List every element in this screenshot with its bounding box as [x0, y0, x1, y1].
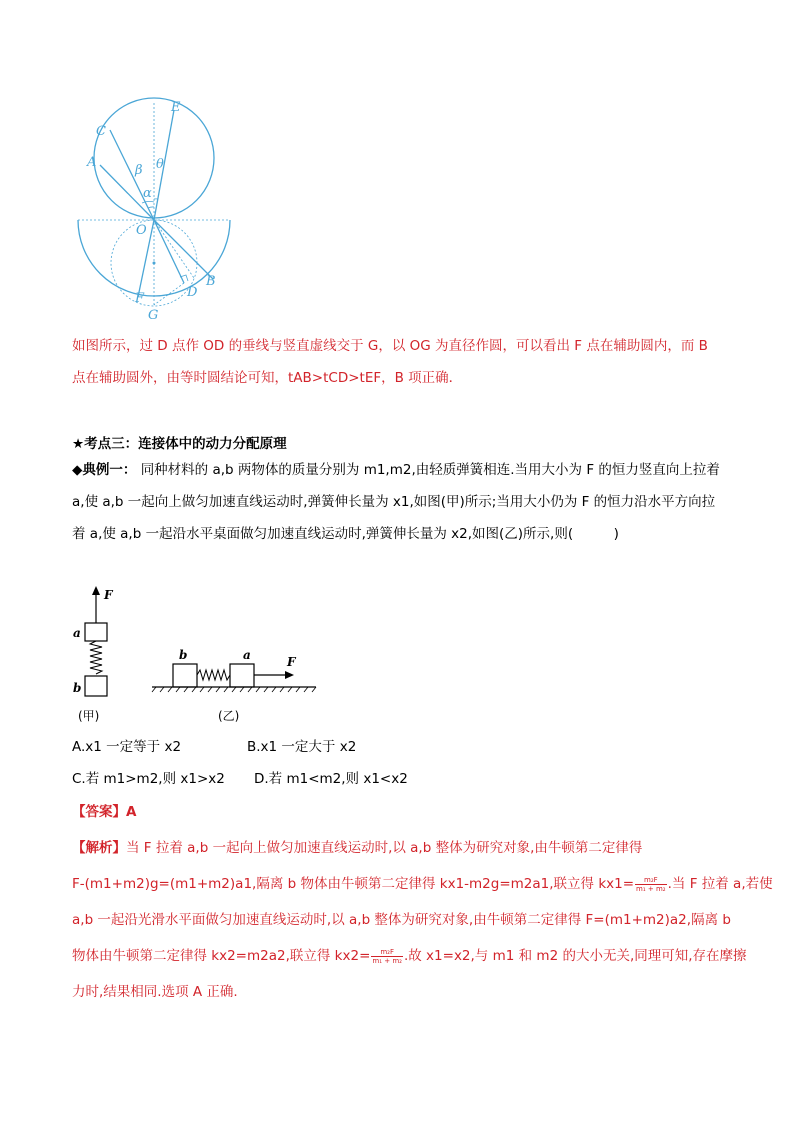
yi-block-a	[230, 664, 254, 687]
fraction-kx1	[635, 876, 667, 893]
spring-diagram	[70, 583, 330, 728]
jia-spring	[90, 641, 102, 674]
example-line-3: 着 a,使 a,b 一起沿水平桌面做匀加速直线运动时,弹簧伸长量为 x2,如图(乙)所示,则( )	[72, 526, 619, 542]
analysis-text-2b: .当 F 拉着 a,若使	[667, 876, 773, 892]
yi-label-a: a	[243, 648, 251, 662]
yi-label-F: F	[287, 655, 296, 669]
analysis-line-3: a,b 一起沿光滑水平面做匀加速直线运动时,以 a,b 整体为研究对象,由牛顿第二定律得 F=(m1+m2)a2,隔离 b	[72, 912, 731, 928]
fraction-denominator-2: m₁ + m₂	[372, 956, 402, 965]
example-text-1: 同种材料的 a,b 两物体的质量分别为 m1,m2,由轻质弹簧相连.当用大小为 F 的恒力竖直向上拉着	[140, 462, 720, 478]
label-theta: θ	[156, 157, 164, 172]
analysis-text-1: 当 F 拉着 a,b 一起向上做匀加速直线运动时,以 a,b 整体为研究对象,由牛顿第二定律得	[126, 840, 643, 856]
option-C: C.若 m1>m2,则 x1>x2	[72, 771, 225, 787]
answer-line	[72, 800, 136, 820]
explanation-line-1: 如图所示，过 D 点作 OD 的垂线与竖直虚线交于 G，以 OG 为直径作圆，可以看出 F 点在辅助圆内，而 B	[72, 338, 708, 354]
analysis-label: 【解析】	[72, 840, 126, 856]
label-alpha: α	[143, 186, 152, 201]
yi-block-b	[173, 664, 197, 687]
analysis-line-1	[72, 830, 732, 866]
options-row-1	[72, 731, 732, 763]
label-G: G	[148, 308, 159, 323]
label-A: A	[87, 155, 97, 170]
analysis-line-2	[72, 866, 773, 902]
analysis-line-5: 力时,结果相同.选项 A 正确.	[72, 984, 238, 1000]
label-B: B	[206, 274, 216, 289]
chord-od	[154, 220, 184, 283]
jia-label-b: b	[73, 681, 82, 695]
chord-ob	[154, 220, 213, 279]
section-title: ★考点三：连接体中的动力分配原理	[72, 436, 287, 452]
option-A: A.x1 一定等于 x2	[72, 739, 182, 755]
fraction-numerator-2: m₂F	[371, 948, 403, 957]
options-row-2	[72, 763, 732, 795]
analysis-text-4a: 物体由牛顿第二定律得 kx2=m2a2,联立得 kx2=	[72, 948, 371, 964]
explanation-line-2: 点在辅助圆外，由等时圆结论可知，tAB>tCD>tEF，B 项正确．	[72, 370, 463, 386]
jia-label-F: F	[104, 588, 113, 602]
jia-label-a: a	[73, 626, 81, 640]
answer-label: 【答案】	[72, 804, 126, 820]
chord-co	[110, 130, 154, 220]
analysis-text-4b: .故 x1=x2,与 m1 和 m2 的大小无关,同理可知,存在摩擦	[403, 948, 747, 964]
example-label: ◆典例一：	[72, 462, 137, 478]
label-C: C	[96, 124, 106, 139]
options-block	[72, 731, 732, 795]
explanation-block-1	[72, 330, 732, 394]
analysis-line-4	[72, 938, 747, 974]
example-block	[72, 454, 732, 550]
circle-diagram	[70, 95, 240, 325]
circle-diagram-svg	[70, 95, 240, 325]
example-line-1	[72, 454, 732, 486]
option-D: D.若 m1<m2,则 x1<x2	[254, 771, 408, 787]
option-B: B.x1 一定大于 x2	[247, 739, 357, 755]
analysis-block	[72, 830, 773, 1010]
yi-spring	[197, 670, 230, 680]
yi-label-b: b	[179, 648, 188, 662]
analysis-text-2a: F-(m1+m2)g=(m1+m2)a1,隔离 b 物体由牛顿第二定律得 kx1-m2g=m2a1,联立得 kx1=	[72, 876, 635, 892]
label-E: E	[171, 100, 181, 115]
jia-caption: (甲)	[78, 709, 100, 723]
label-D: D	[187, 285, 198, 300]
spring-diagram-svg	[70, 583, 330, 728]
label-O: O	[136, 223, 147, 238]
example-line-2: a,使 a,b 一起向上做匀加速直线运动时,弹簧伸长量为 x1,如图(甲)所示;当用大小仍为 F 的恒力沿水平方向拉	[72, 494, 716, 510]
jia-block-b	[85, 676, 107, 696]
answer-value: A	[126, 804, 137, 820]
label-F: F	[135, 291, 145, 306]
yi-caption: (乙)	[218, 709, 240, 723]
fraction-numerator: m₂F	[635, 876, 667, 885]
fraction-denominator: m₁ + m₂	[636, 884, 666, 893]
fraction-kx2	[371, 948, 403, 965]
jia-block-a	[85, 623, 107, 641]
label-beta: β	[135, 163, 143, 178]
